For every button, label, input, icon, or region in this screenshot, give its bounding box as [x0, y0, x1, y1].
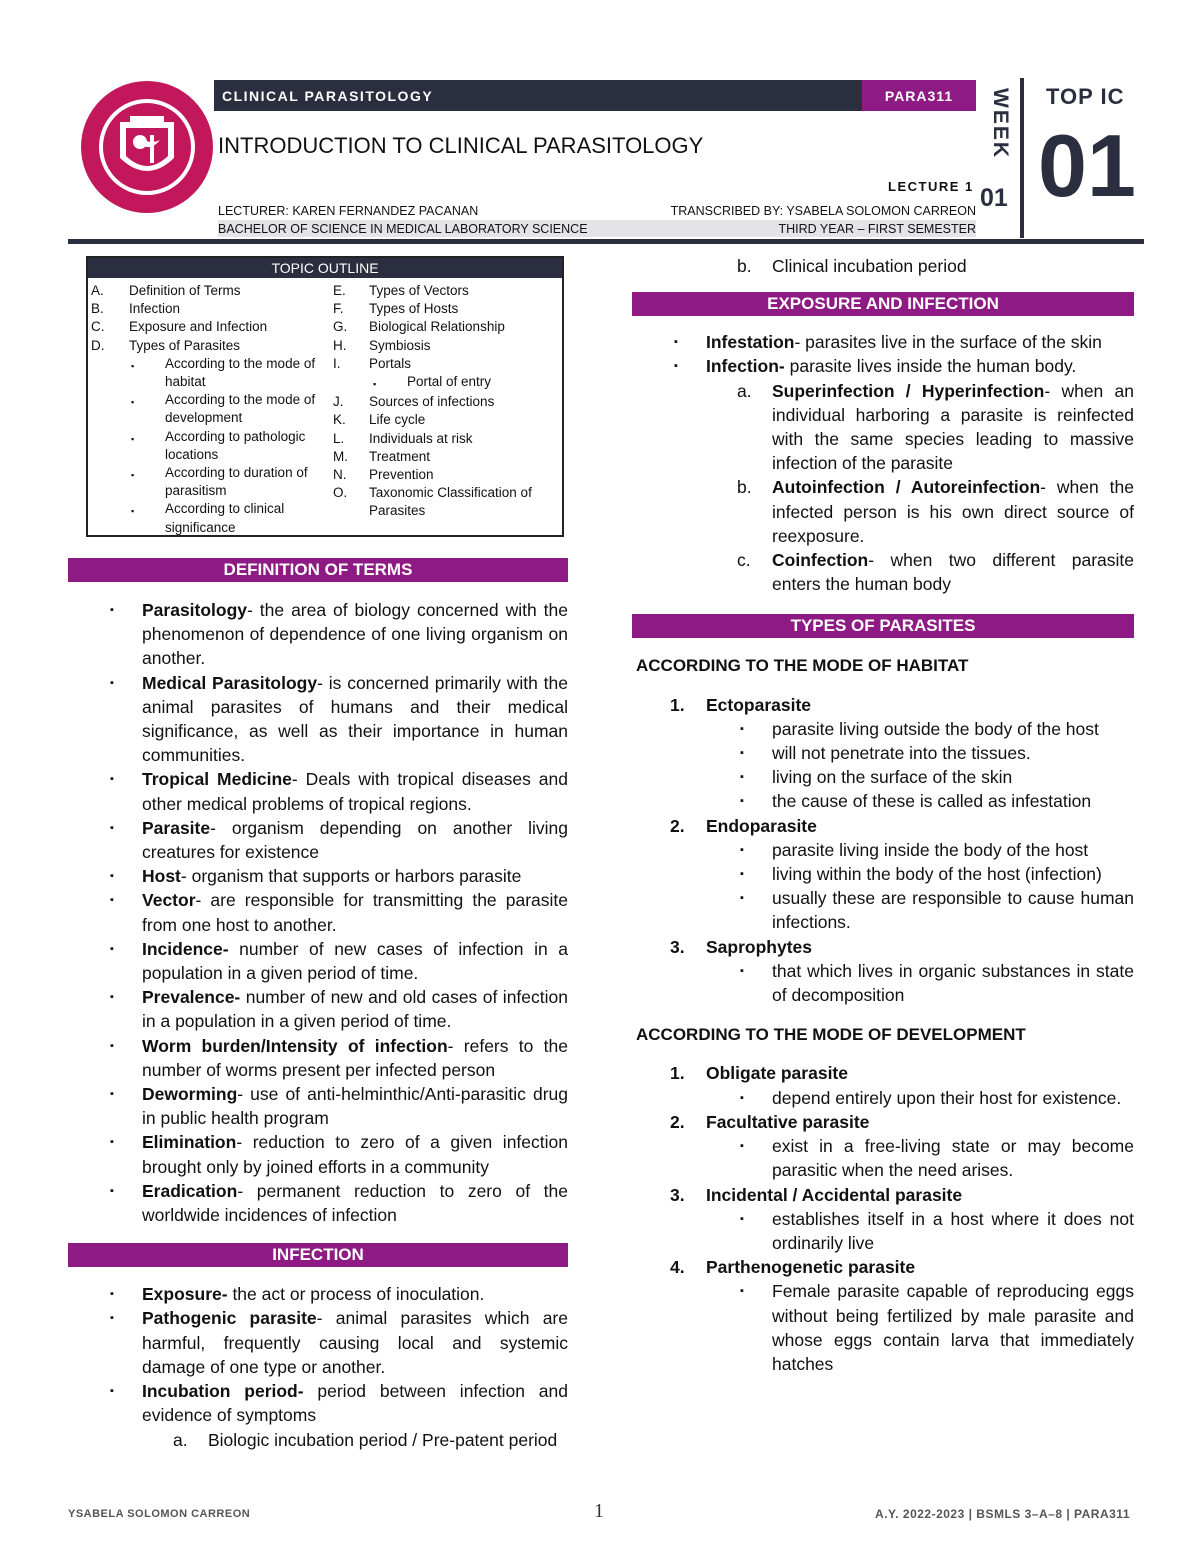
term: Exposure- [142, 1284, 228, 1305]
term: Infestation [706, 332, 795, 353]
outline-item-label: Portals [369, 355, 412, 371]
term-definition: period between infection and evidence of symptoms [142, 1381, 568, 1426]
outline-item [91, 355, 339, 391]
outline-item-label: Biological Relationship [369, 319, 505, 335]
parasite-type [632, 814, 1134, 838]
parasite-type-name: Saprophytes [706, 936, 812, 957]
topic-outline-box [86, 256, 564, 537]
point-text: will not penetrate into the tissues. [772, 743, 1031, 764]
parasite-type-point [632, 789, 1134, 813]
section-header-infection: INFECTION [68, 1243, 568, 1267]
term: Vector [142, 890, 196, 911]
outline-item [91, 318, 339, 336]
transcriber: TRANSCRIBED BY: YSABELA SOLOMON CARREON [670, 204, 976, 218]
term-definition: - when an individual harboring a parasite is reinfected with the same species leading to massive infection of the parasite [772, 380, 1134, 474]
outline-item [91, 282, 339, 300]
outline-item-label: Symbiosis [369, 337, 431, 353]
definition-item [68, 1130, 568, 1178]
development-list [632, 1061, 1134, 1376]
outline-item [91, 464, 339, 500]
point-text: exist in a free-living state or may become parasitic when the need arises. [772, 1136, 1134, 1181]
infection-list [68, 1282, 568, 1427]
point-text: Female parasite capable of reproducing eggs without being fertilized by male parasite and whose eggs contain larva that immediately hatches [772, 1281, 1134, 1374]
term: Coinfection [772, 550, 869, 571]
term-definition: parasite lives inside the human body. [784, 356, 1077, 377]
header-divider [1020, 78, 1024, 238]
outline-item [91, 337, 339, 355]
topic-label: TOP IC [1046, 84, 1125, 109]
list-number: 3. [670, 1184, 685, 1205]
term: Eradication [142, 1180, 238, 1201]
outline-item [333, 318, 563, 336]
outline-item-label: According to clinical significance [165, 501, 285, 535]
right-column [632, 254, 1134, 1376]
outline-item [91, 500, 339, 536]
outline-item-label: Sources of infections [369, 394, 495, 410]
program: BACHELOR OF SCIENCE IN MEDICAL LABORATORY SCIENCE [218, 221, 588, 236]
outline-marker: J. [333, 394, 344, 410]
incubation-subitem: a. Biologic incubation period / Pre-patent period [173, 1429, 558, 1450]
bullet-icon: ▪ [110, 773, 114, 786]
definition-item [632, 354, 1134, 378]
page-number: 1 [594, 1500, 604, 1522]
term: Incubation period- [142, 1381, 304, 1402]
parasite-type-point [632, 886, 1134, 934]
parasite-type [632, 1061, 1134, 1085]
bullet-icon: ▪ [110, 991, 114, 1004]
outline-marker: F. [333, 301, 344, 317]
outline-item [333, 466, 563, 484]
bullet-icon: ▪ [110, 676, 114, 689]
week-label [985, 88, 1015, 164]
parasite-type-name: Obligate parasite [706, 1063, 848, 1084]
outline-marker: B. [91, 301, 104, 317]
outline-item-label: Prevention [369, 467, 434, 483]
outline-item [91, 300, 339, 318]
bullet-icon: ▪ [110, 604, 114, 616]
term: Host [142, 866, 181, 887]
parasite-type-name: Parthenogenetic parasite [706, 1257, 916, 1278]
definition-item [68, 671, 568, 768]
term: Tropical Medicine [142, 769, 292, 790]
bullet-icon: ▪ [373, 379, 377, 390]
parasite-type [632, 1183, 1134, 1207]
definition-item [68, 937, 568, 985]
bullet-icon: ▪ [740, 964, 744, 977]
parasite-type [632, 935, 1134, 959]
term: Incidence- [142, 938, 229, 959]
habitat-heading: ACCORDING TO THE MODE OF HABITAT [636, 656, 969, 676]
outline-marker: E. [333, 283, 346, 298]
outline-item [333, 373, 563, 393]
university-seal-logo [80, 80, 214, 214]
term-definition: - reduction to zero of a given infection brought only by joined efforts in a community [142, 1132, 568, 1177]
definition-item [68, 598, 568, 671]
bullet-icon: ▪ [110, 894, 114, 907]
parasite-type [632, 1110, 1134, 1134]
bullet-icon: ▪ [740, 795, 744, 808]
outline-item [333, 282, 563, 300]
point-text: establishes itself in a host where it does not ordinarily live [772, 1208, 1134, 1253]
term-definition: - when two different parasite enters the human body [772, 550, 1134, 595]
parasite-type-point [632, 1086, 1134, 1110]
term: Prevalence- [142, 987, 241, 1008]
definition-item [68, 1282, 568, 1306]
outline-marker: G. [333, 319, 348, 335]
bullet-icon: ▪ [740, 771, 744, 784]
bullet-icon: ▪ [131, 433, 135, 444]
section-header-types: TYPES OF PARASITES [632, 614, 1134, 638]
outline-item-label: Individuals at risk [369, 430, 473, 446]
bullet-icon: ▪ [110, 1184, 114, 1197]
term-definition: - animal parasites which are harmful, frequently causing local and systemic damage of one type or another. [142, 1308, 568, 1377]
topic-number: 01 [1038, 116, 1136, 215]
parasite-type-name: Incidental / Accidental parasite [706, 1184, 963, 1205]
term: Superinfection / Hyperinfection [772, 380, 1045, 401]
outline-marker: M. [333, 448, 348, 464]
list-number: 1. [670, 1063, 685, 1084]
bullet-icon: ▪ [110, 1136, 114, 1149]
bullet-icon: ▪ [131, 397, 135, 408]
incubation-subitem: b. Clinical incubation period [737, 256, 967, 276]
bullet-icon: ▪ [131, 470, 135, 481]
left-column [68, 558, 568, 1452]
sub-marker: b. [737, 477, 752, 498]
definition-item [68, 1306, 568, 1379]
term: Elimination [142, 1132, 237, 1153]
term-definition: - organism depending on another living creatures for existence [142, 817, 568, 863]
point-text: living on the surface of the skin [772, 767, 1013, 788]
outline-title: TOPIC OUTLINE [88, 258, 562, 278]
term-definition: - Deals with tropical diseases and other medical problems of tropical regions. [142, 769, 568, 814]
outline-marker: O. [333, 485, 348, 501]
outline-item-label: Exposure and Infection [129, 319, 268, 335]
bullet-icon: ▪ [110, 1385, 114, 1398]
list-number: 2. [670, 815, 685, 836]
term-definition: - are responsible for transmitting the parasite from one host to another. [142, 890, 568, 935]
sub-marker: a. [737, 380, 752, 401]
point-text: parasite living outside the body of the host [772, 718, 1099, 739]
point-text: living within the body of the host (infection) [772, 864, 1102, 885]
bullet-icon: ▪ [131, 360, 135, 371]
term-definition: - permanent reduction to zero of the worldwide incidences of infection [142, 1180, 568, 1226]
bullet-icon: ▪ [674, 360, 678, 373]
sub-marker: c. [737, 550, 751, 571]
parasite-type [632, 1255, 1134, 1279]
outline-item-label: Definition of Terms [129, 283, 241, 298]
course-code-badge: PARA311 [862, 80, 976, 111]
outline-marker: I. [333, 355, 341, 371]
definition-item [68, 1179, 568, 1227]
bullet-icon: ▪ [740, 747, 744, 760]
section-header-exposure: EXPOSURE AND INFECTION [632, 292, 1134, 316]
definitions-list [68, 598, 568, 1227]
outline-item-label: According to the mode of development [165, 392, 316, 426]
bullet-icon: ▪ [740, 1091, 744, 1104]
program-row [218, 220, 976, 237]
outline-item [333, 355, 563, 373]
bullet-icon: ▪ [674, 336, 678, 349]
outline-item-label: Taxonomic Classification of Parasites [369, 485, 532, 519]
term-definition: - organism that supports or harbors parasite [180, 866, 522, 887]
outline-item [333, 430, 563, 448]
term: Medical Parasitology [142, 672, 318, 693]
term-definition: - when the infected person is his own direct source of reexposure. [772, 477, 1134, 546]
parasite-type-point [632, 838, 1134, 862]
outline-marker: H. [333, 337, 347, 353]
outline-item-label: According to the mode of habitat [165, 355, 316, 390]
bullet-icon: ▪ [740, 722, 744, 735]
point-text: the cause of these is called as infestation [772, 791, 1092, 812]
infection-subtype [632, 548, 1134, 596]
parasite-type-point [632, 765, 1134, 789]
bullet-icon: ▪ [131, 506, 135, 517]
page-title: INTRODUCTION TO CLINICAL PARASITOLOGY [218, 133, 704, 158]
list-number: 1. [670, 694, 685, 715]
bullet-icon: ▪ [740, 843, 744, 856]
parasite-type-name: Endoparasite [706, 815, 817, 836]
term: Infection- [706, 356, 785, 377]
bullet-icon: ▪ [110, 942, 114, 955]
definition-item [68, 1379, 568, 1427]
header-rule [68, 239, 1144, 244]
outline-item-label: Treatment [369, 448, 431, 464]
parasite-type-name: Ectoparasite [706, 694, 812, 715]
term-definition: - is concerned primarily with the animal parasites of humans and their medical significance, as well as their importance in human communities. [142, 672, 568, 766]
lecturer-row [218, 204, 976, 218]
outline-item-label: According to duration of parasitism [165, 465, 308, 499]
outline-item [91, 428, 339, 464]
week-label-text: WEEK [989, 88, 1012, 159]
definition-item [68, 888, 568, 936]
exposure-sublist [632, 379, 1134, 597]
bullet-icon: ▪ [740, 1212, 744, 1225]
outline-item-label: Life cycle [369, 412, 426, 428]
footer-info: A.Y. 2022-2023 | BSMLS 3–A–8 | PARA311 [875, 1507, 1130, 1521]
exposure-list [632, 330, 1134, 378]
bullet-icon: ▪ [740, 1140, 744, 1153]
outline-item-label: According to pathologic locations [165, 428, 306, 462]
list-number: 4. [670, 1257, 685, 1278]
bullet-icon: ▪ [740, 892, 744, 905]
definition-item [68, 1082, 568, 1130]
bullet-icon: ▪ [110, 1039, 114, 1052]
point-text: depend entirely upon their host for existence. [772, 1087, 1122, 1108]
term: THIRD YEAR – FIRST SEMESTER [778, 221, 976, 236]
parasite-type-point [632, 717, 1134, 741]
term: Pathogenic parasite [142, 1308, 317, 1329]
outline-marker: C. [91, 319, 105, 335]
term: Worm burden/Intensity of infection [142, 1035, 448, 1056]
week-number: 01 [980, 184, 1008, 212]
outline-item [333, 337, 563, 355]
term-definition: number of new cases of infection in a population in a given period of time. [142, 938, 568, 984]
outline-item [91, 391, 339, 427]
outline-right-column [333, 282, 563, 521]
bullet-icon: ▪ [110, 821, 114, 834]
course-name: CLINICAL PARASITOLOGY [222, 88, 434, 104]
outline-marker: L. [333, 430, 345, 446]
lecture-number: LECTURE 1 [888, 179, 974, 194]
parasite-type-point [632, 1134, 1134, 1182]
outline-item [333, 300, 563, 318]
definition-item [68, 816, 568, 864]
outline-item-label: Types of Parasites [129, 337, 241, 353]
outline-marker: N. [333, 467, 347, 483]
outline-marker: K. [333, 412, 346, 428]
infection-subtype [632, 475, 1134, 548]
bullet-icon: ▪ [110, 1312, 114, 1325]
definition-item [68, 985, 568, 1033]
list-number: 3. [670, 936, 685, 957]
term-definition: the act or process of inoculation. [227, 1284, 485, 1305]
outline-left-column [91, 282, 339, 537]
outline-item-label: Types of Vectors [369, 283, 469, 298]
parasite-type-point [632, 862, 1134, 886]
term-definition: - the area of biology concerned with the phenomenon of dependence of one living organism on another. [142, 600, 568, 669]
development-heading: ACCORDING TO THE MODE OF DEVELOPMENT [636, 1025, 1026, 1045]
outline-item-label: Portal of entry [407, 374, 492, 390]
outline-item [333, 484, 563, 520]
parasite-type-point [632, 1207, 1134, 1255]
outline-marker: D. [91, 337, 105, 353]
bullet-icon: ▪ [110, 1288, 114, 1301]
list-number: 2. [670, 1111, 685, 1132]
definition-item [68, 767, 568, 815]
term: Deworming [142, 1084, 238, 1105]
term-definition: - parasites live in the surface of the skin [794, 332, 1102, 353]
term-definition: - refers to the number of worms present per infected person [142, 1035, 568, 1080]
outline-item-label: Infection [129, 301, 181, 317]
bullet-icon: ▪ [740, 868, 744, 881]
outline-item [333, 448, 563, 466]
term: Parasitology [142, 600, 248, 620]
outline-item-label: Types of Hosts [369, 301, 459, 317]
footer-author: YSABELA SOLOMON CARREON [68, 1508, 251, 1520]
term-definition: - use of anti-helminthic/Anti-parasitic drug in public health program [142, 1084, 568, 1129]
definition-item [632, 330, 1134, 354]
parasite-type-point [632, 1279, 1134, 1376]
outline-item [333, 411, 563, 429]
section-header-definitions: DEFINITION OF TERMS [68, 558, 568, 582]
bullet-icon: ▪ [740, 1285, 744, 1298]
habitat-list [632, 693, 1134, 1008]
definition-item [68, 864, 568, 888]
bullet-icon: ▪ [110, 870, 114, 883]
parasite-type-point [632, 959, 1134, 1007]
bullet-icon: ▪ [110, 1088, 114, 1101]
term-definition: number of new and old cases of infection in a population in a given period of time. [142, 987, 568, 1032]
term: Autoinfection / Autoreinfection [772, 477, 1041, 498]
lecturer: LECTURER: KAREN FERNANDEZ PACANAN [218, 204, 479, 218]
definition-item [68, 1034, 568, 1082]
parasite-type [632, 693, 1134, 717]
outline-marker: A. [91, 283, 104, 298]
term: Parasite [142, 817, 211, 838]
parasite-type-point [632, 741, 1134, 765]
outline-item [333, 393, 563, 411]
parasite-type-name: Facultative parasite [706, 1111, 870, 1132]
infection-subtype [632, 379, 1134, 476]
point-text: parasite living inside the body of the host [772, 839, 1089, 860]
point-text: that which lives in organic substances in state of decomposition [772, 960, 1134, 1006]
point-text: usually these are responsible to cause human infections. [772, 888, 1134, 933]
